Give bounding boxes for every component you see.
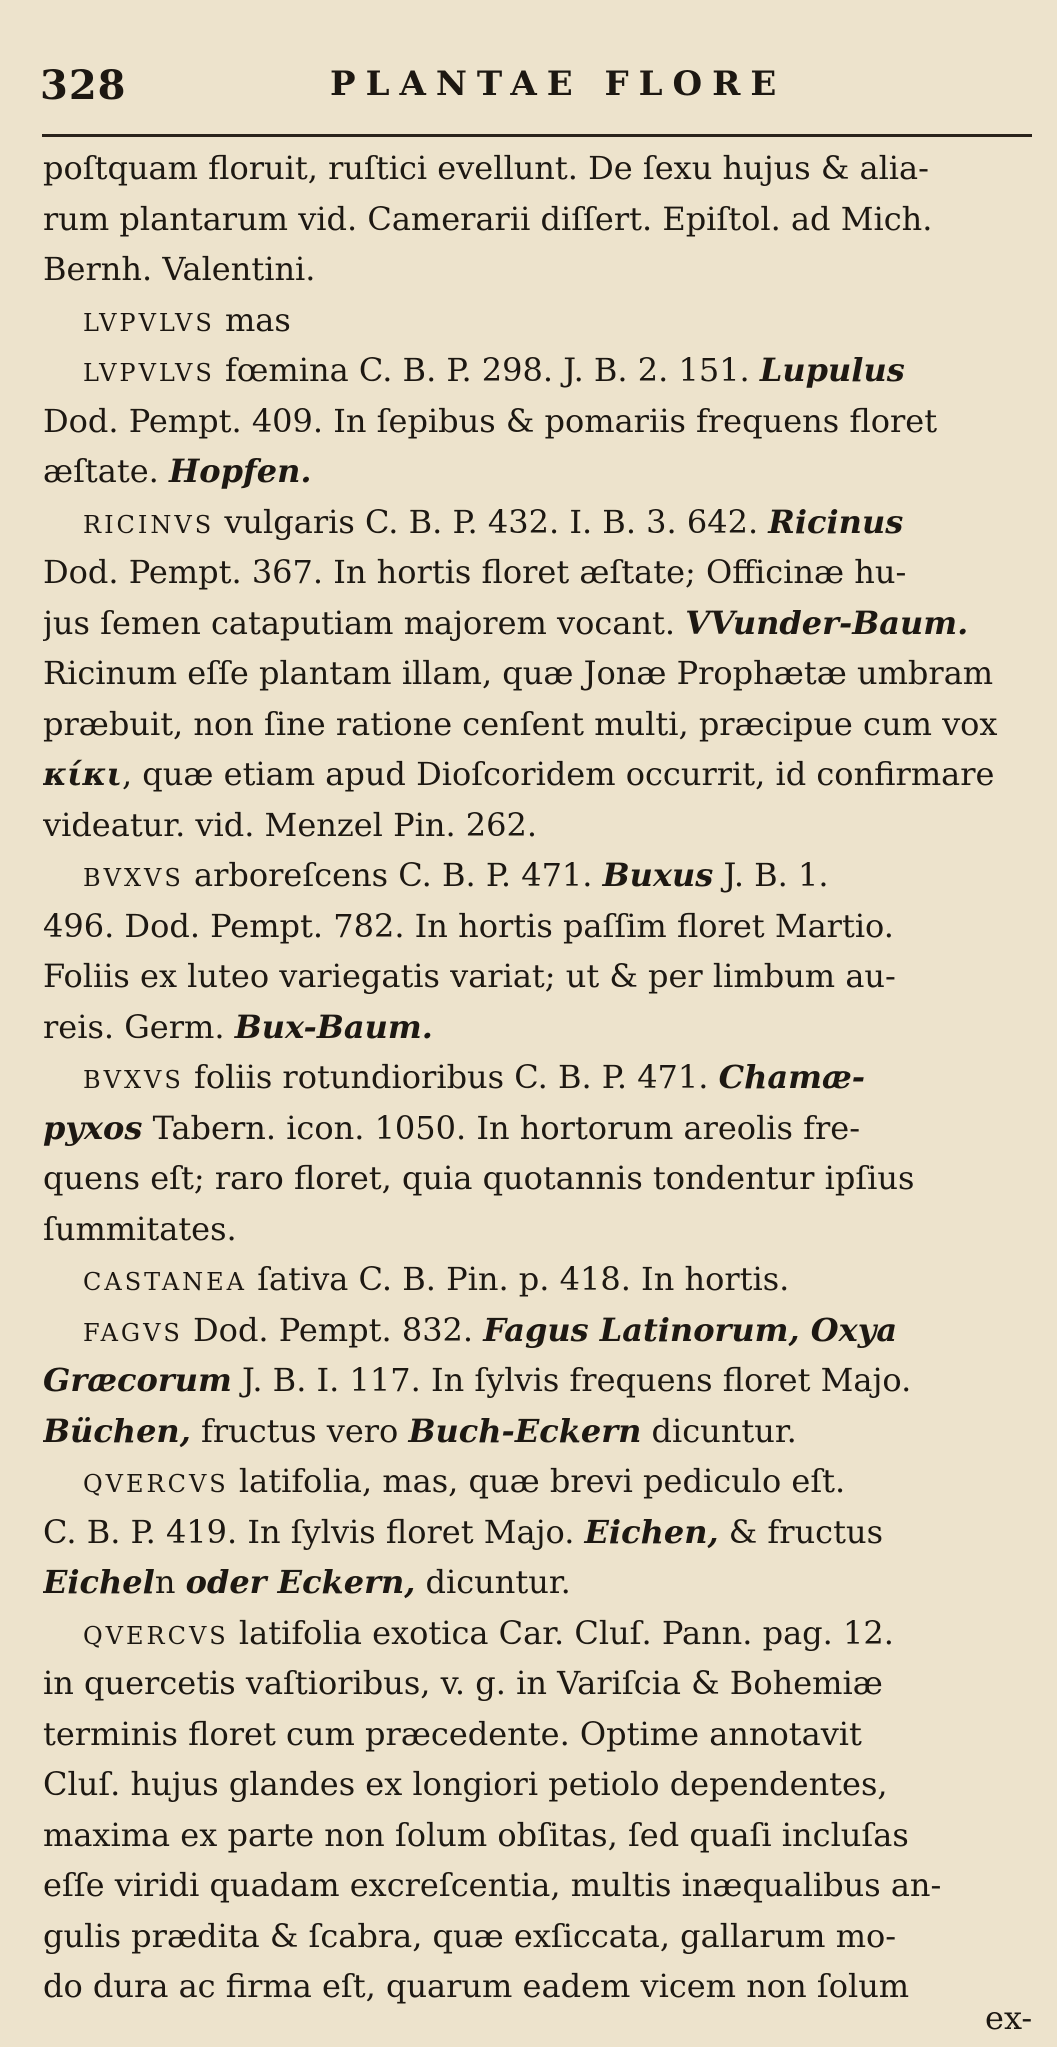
text-segment: maxima ex parte non ſolum obſitas, ſed quaſi incluſas [43, 1815, 909, 1854]
italic-term: Bux-Baum. [234, 1007, 433, 1046]
text-segment: gulis prædita & ſcabra, quæ exſiccata, gallarum mo- [43, 1916, 897, 1955]
text-segment: jus ſemen cataputiam majorem vocant. [43, 603, 686, 642]
header-rule [42, 134, 1032, 137]
entry-headword: BVXVS [83, 864, 184, 892]
text-segment: Tabern. icon. 1050. In hortorum areolis fre- [142, 1108, 861, 1147]
text-segment: poſtquam floruit, ruſtici evellunt. De ſexu hujus & alia- [43, 149, 929, 187]
text-line [43, 1613, 1057, 1656]
text-segment: quens eſt; raro floret, quia quotannis tondentur ipſius [43, 1159, 915, 1197]
entry-headword: RICINVS [83, 510, 215, 539]
entry-headword: FAGVS [83, 1318, 183, 1347]
text-line [43, 1815, 1033, 1855]
text-segment: fœmina C. B. P. 298. J. B. 2. 151. [214, 351, 760, 389]
text-line [43, 704, 1033, 744]
text-line [43, 1512, 1033, 1552]
text-segment: eſſe viridi quadam excreſcentia, multis inæqualibus an- [43, 1866, 942, 1904]
italic-term: Ricinus [768, 502, 904, 541]
italic-term: Chamæ- [718, 1058, 866, 1096]
text-line [43, 653, 1033, 693]
text-line [43, 300, 1057, 343]
text-line [43, 1007, 1033, 1047]
text-segment: J. B. I. 117. In ſylvis frequens floret Majo. [231, 1361, 912, 1399]
text-line [43, 199, 1033, 239]
entry-headword: LVPVLVS [83, 359, 215, 387]
text-segment: n [154, 1563, 186, 1601]
text-segment: Dod. Pempt. 367. In hortis floret æſtate; Officinæ hu- [43, 553, 907, 591]
text-line [43, 1764, 1033, 1804]
entry-headword: BVXVS [83, 1066, 184, 1094]
text-line [43, 1057, 1057, 1100]
text-segment: fructus vero [190, 1411, 409, 1450]
text-segment: mas [214, 300, 291, 339]
text-segment: arboreſcens C. B. P. 471. [183, 856, 603, 894]
italic-term: κίκι [43, 755, 122, 793]
text-segment: , quæ etiam apud Dioſcoridem occurrit, id confirmare [121, 755, 995, 793]
text-segment: Dod. Pempt. 409. In ſepibus & pomariis frequens floret [43, 401, 938, 440]
italic-term: Büchen, [43, 1411, 191, 1450]
text-line [43, 1714, 1033, 1754]
text-segment: Dod. Pempt. 832. [182, 1310, 484, 1349]
text-segment: Bernh. Valentini. [43, 250, 316, 288]
text-line [43, 1461, 1057, 1504]
text-line [43, 1663, 1033, 1703]
text-line [43, 906, 1033, 946]
italic-term: VVunder-Baum. [685, 603, 969, 642]
text-line [43, 1411, 1033, 1451]
text-segment: foliis rotundioribus C. B. P. 471. [183, 1058, 719, 1096]
text-line [43, 1562, 1033, 1602]
italic-term: Buxus [602, 856, 714, 894]
text-segment: 496. Dod. Pempt. 782. In hortis paſſim floret Martio. [43, 906, 894, 945]
text-line [43, 350, 1057, 393]
italic-term: Græcorum [43, 1361, 232, 1399]
italic-term: Buch-Eckern [408, 1411, 642, 1450]
italic-term: Eichen, [584, 1512, 719, 1551]
text-line [43, 805, 1033, 845]
entry-headword: CASTANEA [83, 1268, 248, 1296]
text-line [43, 1158, 1033, 1198]
text-line [43, 502, 1057, 545]
italic-term: Eichel [43, 1563, 155, 1601]
text-line [43, 1108, 1033, 1148]
text-line [43, 401, 1033, 441]
text-segment: dicuntur. [641, 1411, 797, 1450]
italic-term: Fagus Latinorum, Oxya [483, 1310, 898, 1349]
text-segment: C. B. P. 419. In ſylvis floret Majo. [43, 1512, 585, 1551]
text-segment: rum plantarum vid. Camerarii diſſert. Epiſtol. ad Mich. [43, 199, 933, 238]
text-segment: æſtate. [43, 452, 169, 490]
catchword: ex- [985, 1999, 1033, 2037]
text-segment: Foliis ex luteo variegatis variat; ut & per limbum au- [43, 957, 896, 995]
running-title: PLANTAE FLORE [330, 64, 787, 104]
italic-term: oder Eckern, [185, 1563, 416, 1601]
text-segment: & fructus [718, 1512, 883, 1551]
entry-headword: QVERCVS [83, 1621, 229, 1650]
entry-headword: QVERCVS [83, 1470, 229, 1498]
text-line [43, 1916, 1033, 1956]
text-line [43, 1209, 1033, 1249]
text-line [43, 754, 1033, 794]
text-line [43, 552, 1033, 592]
text-segment: in quercetis vaſtioribus, v. g. in Variſcia & Bohemiæ [43, 1664, 883, 1702]
italic-term: Hopfen. [169, 452, 312, 490]
text-segment: ſativa C. B. Pin. p. 418. In hortis. [247, 1260, 790, 1298]
text-segment: dicuntur. [415, 1563, 571, 1601]
text-line [43, 148, 1033, 188]
text-line [43, 1360, 1033, 1400]
text-segment: Ricinum eſſe plantam illam, quæ Jonæ Prophætæ umbram [43, 654, 994, 692]
text-line [43, 956, 1033, 996]
text-line [43, 451, 1033, 491]
text-segment: ſummitates. [43, 1209, 237, 1248]
text-line [43, 1259, 1057, 1302]
italic-term: Lupulus [759, 351, 905, 389]
text-segment: Cluſ. hujus glandes ex longiori petiolo dependentes, [43, 1765, 888, 1803]
text-segment: videatur. vid. Menzel Pin. 262. [43, 805, 538, 844]
text-segment: vulgaris C. B. P. 432. I. B. 3. 642. [214, 502, 769, 541]
text-line [43, 1966, 1033, 2006]
text-segment: terminis floret cum præcedente. Optime annotavit [43, 1714, 862, 1753]
page-number: 328 [40, 62, 127, 109]
text-segment: latifolia, mas, quæ brevi pediculo eſt. [228, 1462, 846, 1500]
entry-headword: LVPVLVS [83, 308, 215, 337]
text-segment: reis. Germ. [43, 1007, 235, 1046]
text-line [43, 1310, 1057, 1353]
text-line [43, 855, 1057, 898]
italic-term: pyxos [43, 1108, 143, 1147]
text-segment: J. B. 1. [713, 856, 829, 894]
page-header [40, 62, 1030, 114]
text-segment: do dura ac firma eſt, quarum eadem vicem non ſolum [43, 1967, 910, 2005]
text-line [43, 1865, 1033, 1905]
text-segment: latifolia exotica Car. Cluſ. Pann. pag. 12. [228, 1613, 894, 1652]
text-line [43, 603, 1033, 643]
text-segment: præbuit, non ſine ratione cenſent multi, præcipue cum vox [43, 704, 998, 743]
text-line [43, 249, 1033, 289]
